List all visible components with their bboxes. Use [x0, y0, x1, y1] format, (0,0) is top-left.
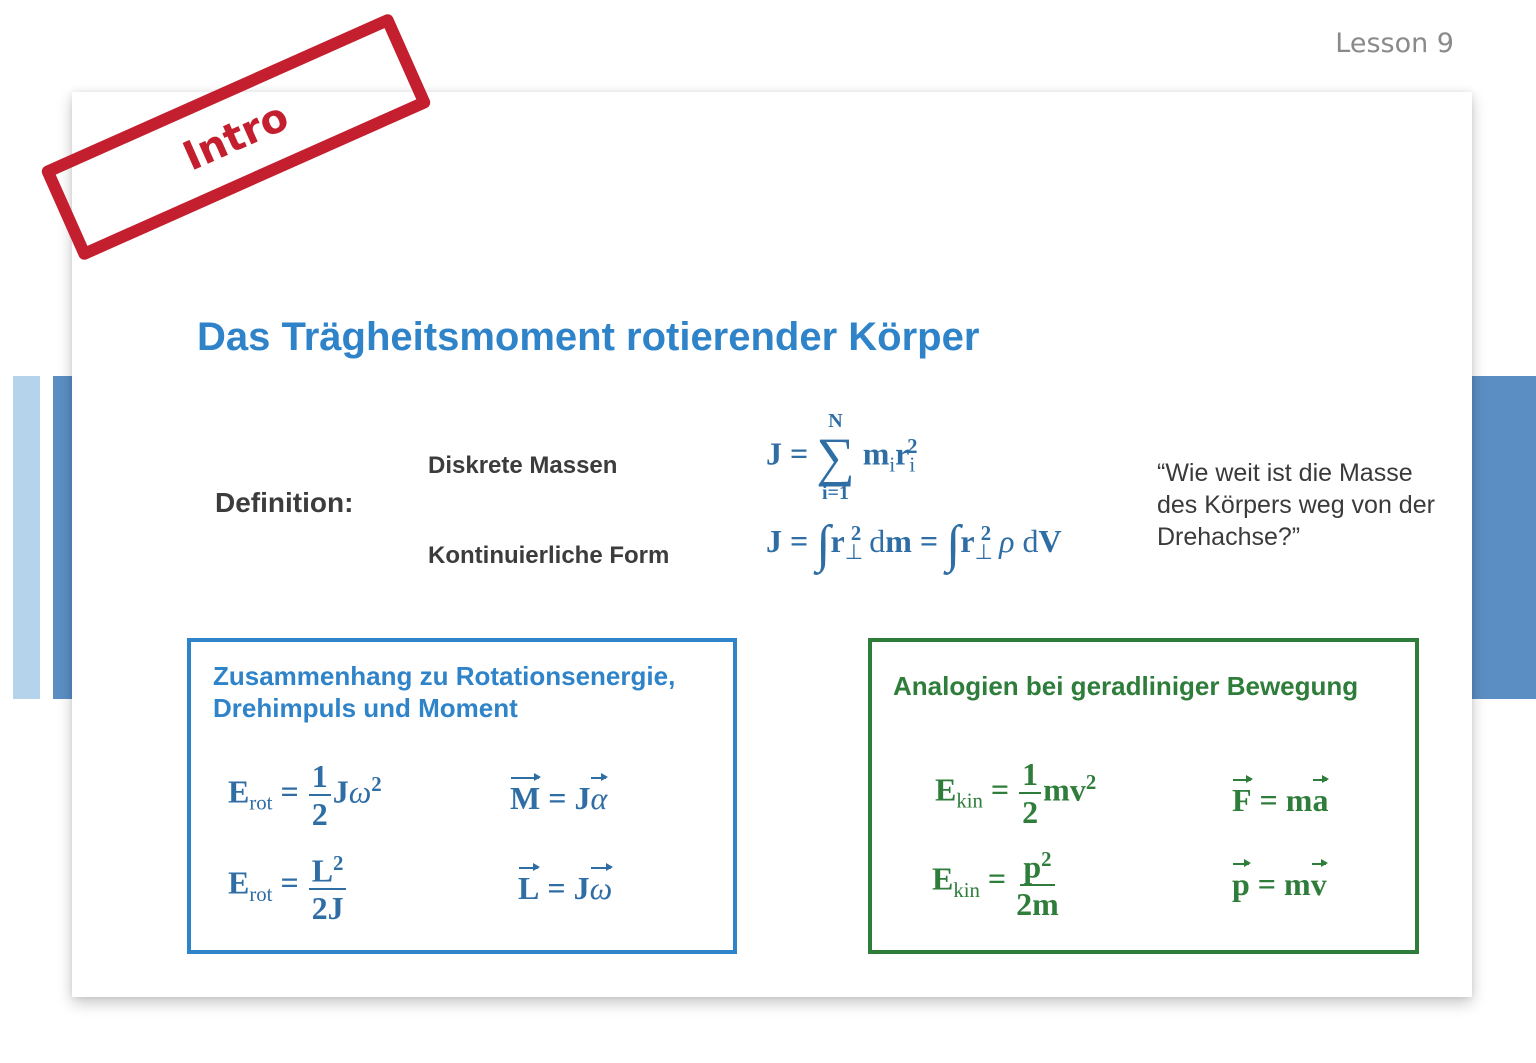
formula-discrete: J = N ∑ i=1 $m_ir_i^2$ — [766, 410, 918, 504]
formula-angular-momentum: L = Jω — [518, 870, 613, 906]
formula-ekin-v: $E_{kin}$ = $\frac{1}{2}$ $mv^2$ — [935, 756, 1097, 830]
quote-text: “Wie weit ist die Masse des Körpers weg von der Drehachse?” — [1157, 459, 1435, 551]
formula-erot-omega: $E_{rot}$ = $\frac{1}{2}$ $J\omega^2$ — [228, 758, 382, 832]
formula-erot-L: $E_{rot}$ = $\frac{L^2}{2J}$ — [228, 846, 348, 926]
formula-momentum: p = mv — [1232, 866, 1327, 902]
right-accent-bar — [1472, 376, 1536, 699]
linear-analogy-heading: Analogien bei geradliniger Bewegung — [893, 671, 1359, 701]
continuous-label: Kontinuierliche Form — [428, 542, 670, 569]
intro-stamp-label: Intro — [176, 93, 296, 181]
formula-continuous: $J = \int r_\perp^2$ dm = $\int r_\perp^2$ ρ dV — [766, 516, 1062, 573]
slide-title: Das Trägheitsmoment rotierender Körper — [197, 315, 980, 359]
rotation-box-heading: Zusammenhang zu Rotationsenergie, Drehimpuls und Moment — [213, 661, 676, 723]
formula-force: F = ma — [1232, 782, 1329, 818]
left-accent-bar-dark — [53, 376, 74, 699]
left-accent-bar-light — [13, 376, 40, 699]
formula-ekin-p: $E_{kin}$ = $\frac{p^2}{2m}$ — [932, 842, 1061, 922]
formula-moment: M = Jα — [510, 780, 608, 816]
discrete-label: Diskrete Massen — [428, 452, 618, 479]
lesson-label: Lesson 9 — [1335, 28, 1454, 59]
definition-label: Definition: — [215, 487, 354, 518]
sum-symbol: N ∑ i=1 — [816, 410, 855, 504]
